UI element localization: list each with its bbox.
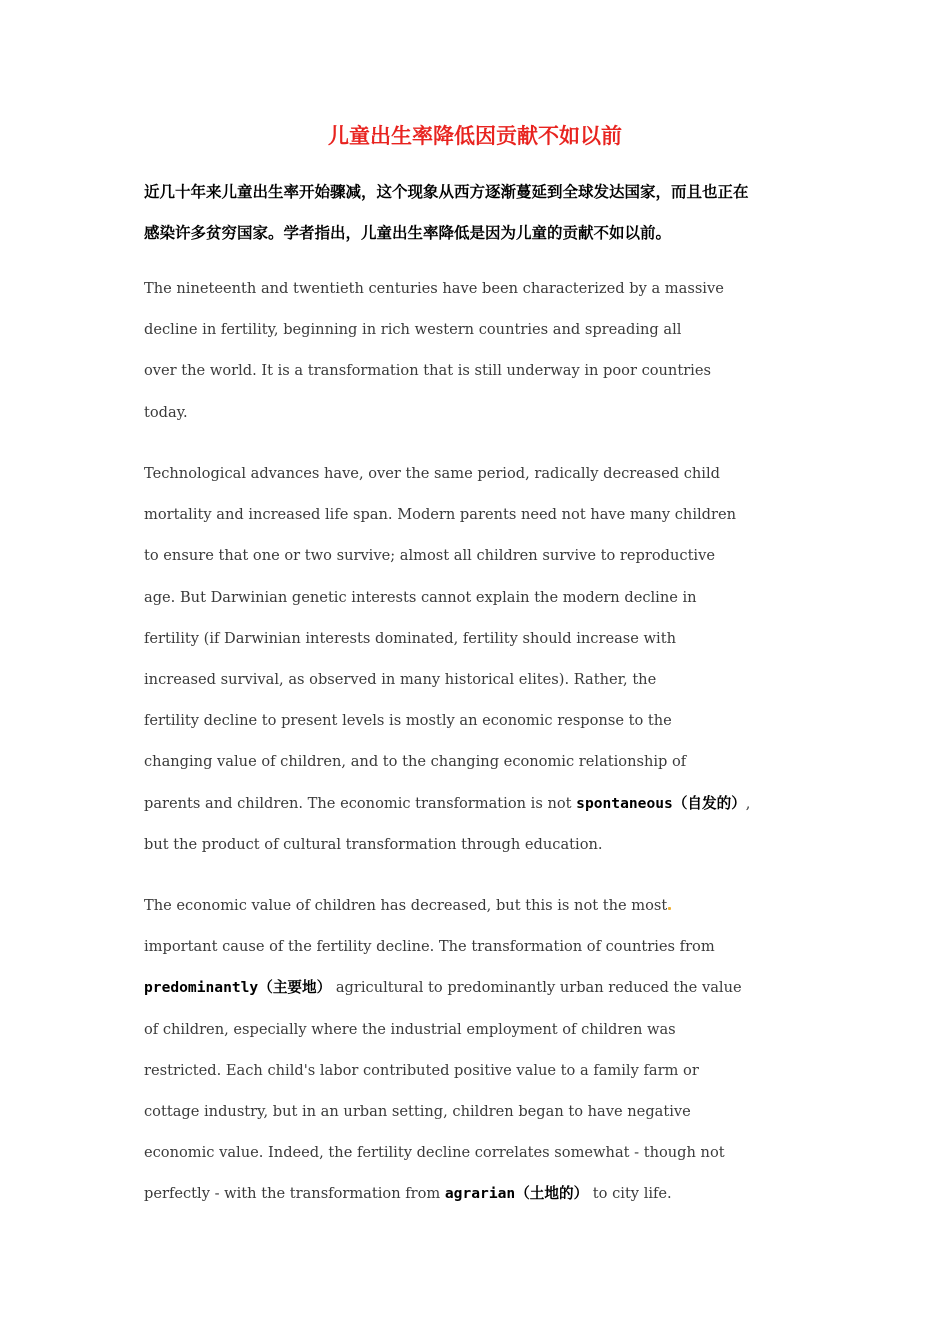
page-title: 儿童出生率降低因贡献不如以前 bbox=[328, 124, 622, 148]
text-line: age. But Darwinian genetic interests cannot explain the modern decline in bbox=[144, 588, 697, 606]
text-line: changing value of children, and to the changing economic relationship of bbox=[144, 753, 687, 771]
intro-line: 近几十年来儿童出生率开始骤减，这个现象从西方逐渐蔓延到全球发达国家，而且也正在 bbox=[144, 183, 749, 201]
text-line: cottage industry, but in an urban setting, children began to have negative bbox=[144, 1103, 691, 1121]
text-line: over the world. It is a transformation that is still underway in poor countries bbox=[144, 362, 711, 380]
paragraph-1 bbox=[144, 268, 824, 433]
highlight-dot-mark bbox=[668, 907, 671, 910]
text-line: but the product of cultural transformation through education. bbox=[144, 835, 603, 853]
intro-line: 感染许多贫穷国家。学者指出，儿童出生率降低是因为儿童的贡献不如以前。 bbox=[144, 224, 672, 242]
text-line: of children, especially where the industrial employment of children was bbox=[144, 1020, 676, 1038]
paragraph-3 bbox=[144, 885, 824, 1215]
text-line: increased survival, as observed in many historical elites). Rather, the bbox=[144, 671, 657, 689]
paragraph-2 bbox=[144, 453, 824, 865]
text-line: restricted. Each child's labor contributed positive value to a family farm or bbox=[144, 1061, 699, 1079]
text-line bbox=[144, 967, 824, 1008]
text-line: to ensure that one or two survive; almost all children survive to reproductive bbox=[144, 547, 715, 565]
vocab-gloss: （土地的） bbox=[515, 1185, 589, 1203]
text-line: The nineteenth and twentieth centuries have been characterized by a massive bbox=[144, 280, 724, 297]
text-segment: agricultural to predominantly urban reduced the value bbox=[331, 979, 742, 997]
text-line: decline in fertility, beginning in rich western countries and spreading all bbox=[144, 321, 682, 339]
vocab-term-spontaneous: spontaneous bbox=[576, 794, 673, 812]
text-line: important cause of the fertility decline. The transformation of countries from bbox=[144, 938, 715, 956]
text-line: economic value. Indeed, the fertility decline correlates somewhat - though not bbox=[144, 1144, 725, 1162]
text-segment: parents and children. The economic transformation is not bbox=[144, 794, 577, 812]
vocab-gloss: （主要地） bbox=[258, 979, 332, 997]
text-line: today. bbox=[144, 403, 188, 421]
text-line bbox=[144, 1173, 824, 1214]
text-segment: , bbox=[745, 794, 751, 812]
vocab-term-predominantly: predominantly bbox=[144, 979, 259, 997]
text-line bbox=[144, 783, 824, 824]
text-segment: The economic value of children has decreased, but this is not the most bbox=[144, 897, 668, 914]
text-line: Technological advances have, over the same period, radically decreased child bbox=[144, 465, 720, 482]
text-segment: to city life. bbox=[588, 1185, 672, 1203]
intro-summary bbox=[144, 172, 814, 254]
text-line: fertility (if Darwinian interests dominated, fertility should increase with bbox=[144, 629, 676, 647]
text-segment: perfectly - with the transformation from bbox=[144, 1185, 445, 1203]
vocab-term-agrarian: agrarian bbox=[444, 1185, 516, 1203]
text-line: fertility decline to present levels is mostly an economic response to the bbox=[144, 712, 672, 730]
vocab-gloss: （自发的） bbox=[672, 794, 746, 812]
text-line bbox=[144, 885, 824, 926]
text-line: mortality and increased life span. Modern parents need not have many children bbox=[144, 506, 737, 524]
